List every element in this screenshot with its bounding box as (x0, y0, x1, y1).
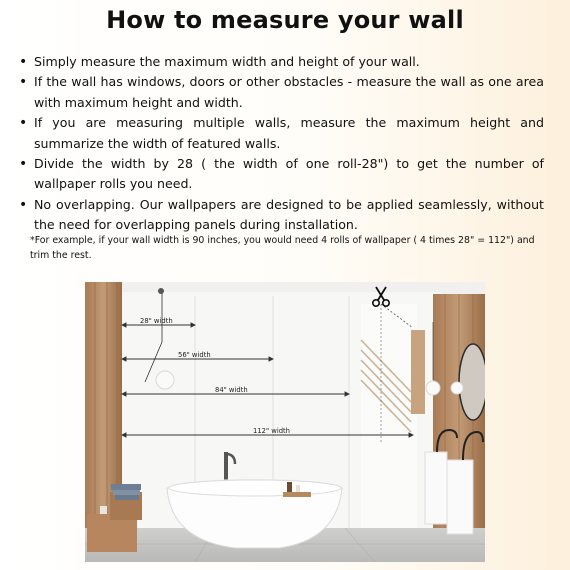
instructions-list (18, 52, 544, 236)
page-title: How to measure your wall (106, 6, 464, 34)
measurement-label-56: 56" width (178, 351, 211, 359)
example-note: *For example, if your wall width is 90 inches, you would need 4 rolls of wallpaper ( 4 times 28" = 112") and trim the rest. (30, 235, 535, 261)
bathroom-illustration (85, 282, 485, 562)
measurement-label-84: 84" width (215, 386, 248, 394)
measurement-label-112: 112" width (253, 427, 290, 435)
instruction-item: • If the wall has windows, doors or other obstacles - measure the wall as one area with maximum height and width. (18, 72, 544, 113)
instruction-item: • If you are measuring multiple walls, measure the maximum height and summarize the width of featured walls. (18, 113, 544, 154)
instruction-item: • Simply measure the maximum width and height of your wall. (18, 52, 544, 72)
instruction-item: • No overlapping. Our wallpapers are designed to be applied seamlessly, without the need for overlapping panels during installation. (18, 195, 544, 236)
instruction-item: • Divide the width by 28 ( the width of one roll-28") to get the number of wallpaper rolls you need. (18, 154, 544, 195)
measurement-label-28: 28" width (140, 317, 173, 325)
